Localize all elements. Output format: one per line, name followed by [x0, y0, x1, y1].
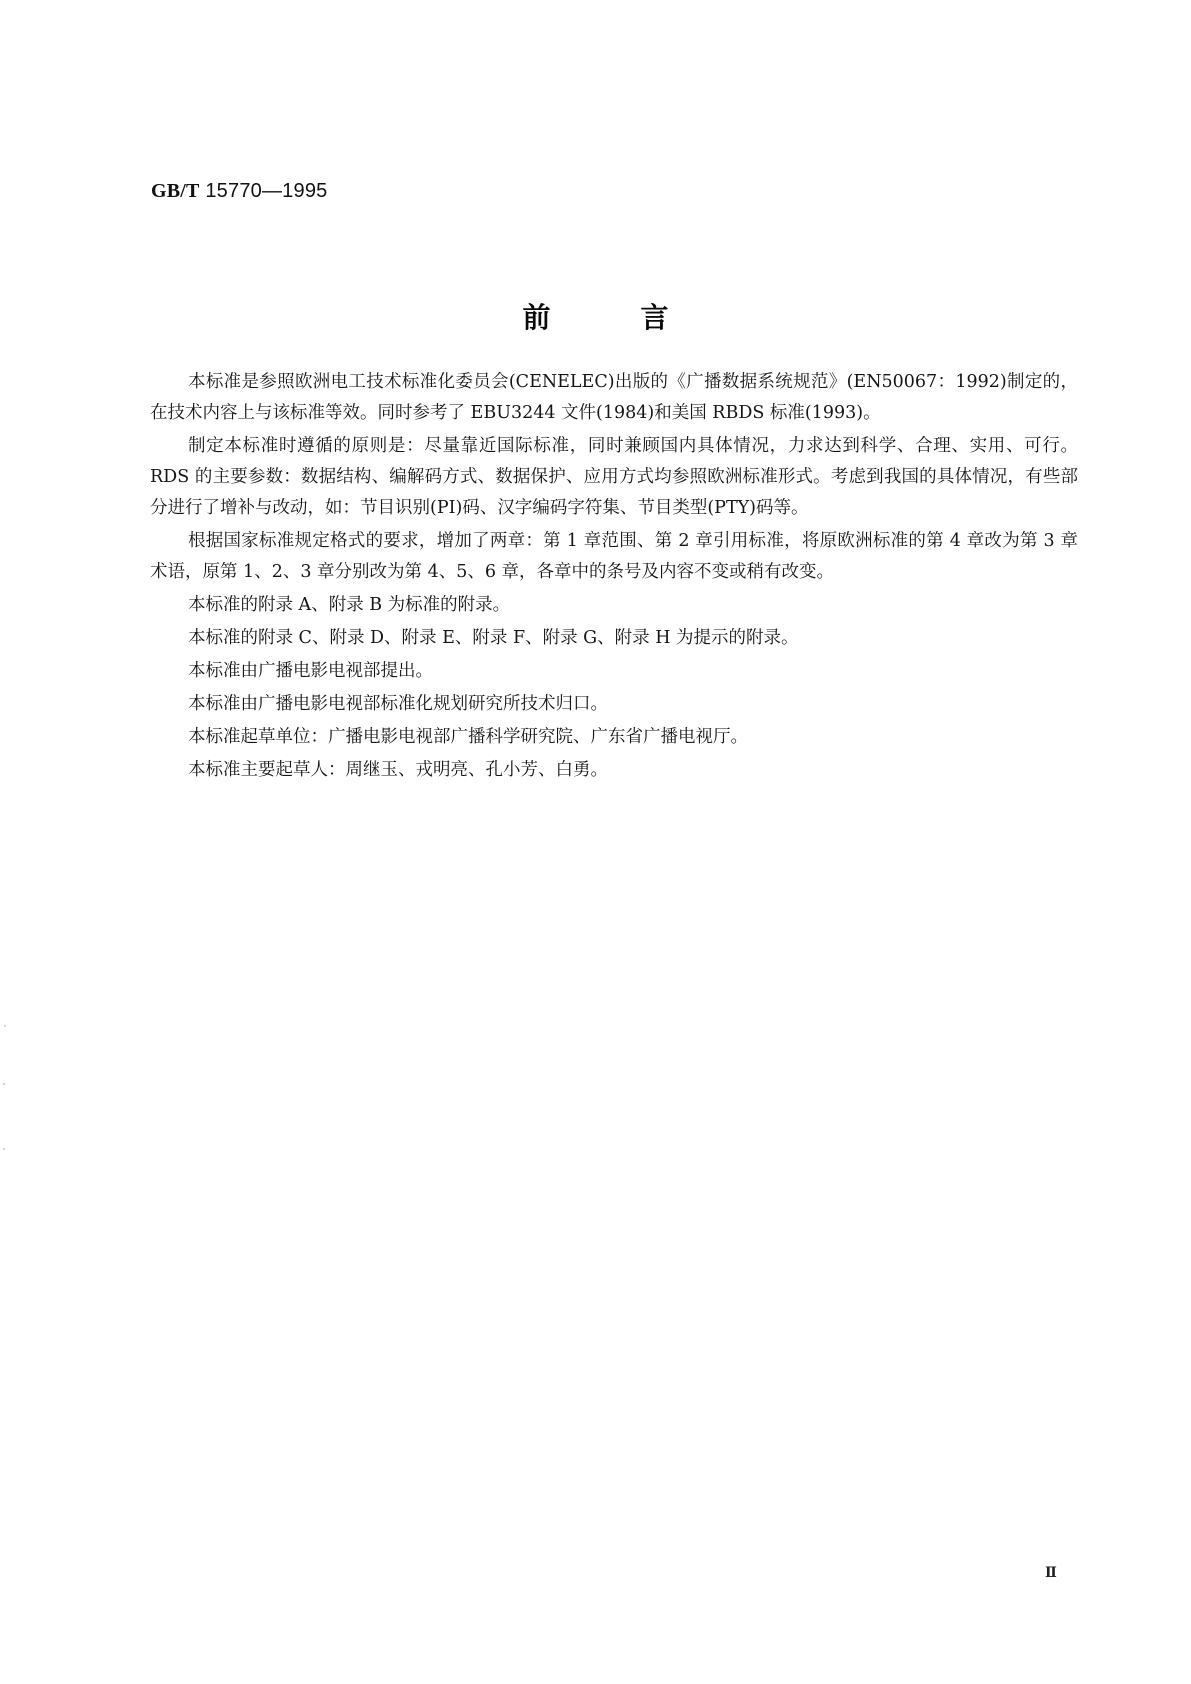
- standard-code-header: [151, 180, 327, 203]
- page-number: Ⅱ: [1045, 1566, 1057, 1581]
- scan-artifact: [3, 1083, 5, 1085]
- scan-artifact: [3, 1148, 5, 1150]
- paragraph-chapter-changes: 根据国家标准规定格式的要求，增加了两章：第 1 章范围、第 2 章引用标准，将原欧洲标准的第 4 章改为第 3 章术语，原第 1、2、3 章分别改为第 4、5、6 章，各章中的条号及内容不变或稍有改变。: [150, 531, 1078, 582]
- foreword-body: [150, 367, 1078, 788]
- paragraph-proposed-by: 本标准由广播电影电视部提出。: [188, 661, 433, 681]
- paragraph-informative-annexes: 本标准的附录 C、附录 D、附录 E、附录 F、附录 G、附录 H 为提示的附录。: [188, 628, 799, 648]
- paragraph-reference-standard: 本标准是参照欧洲电工技术标准化委员会(CENELEC)出版的《广播数据系统规范》(EN50067：1992)制定的，在技术内容上与该标准等效。同时参考了 EBU3244 文件(1984)和美国 RBDS 标准(1993)。: [150, 372, 1078, 423]
- standard-prefix: GB/T: [151, 180, 200, 202]
- paragraph-drafters: 本标准主要起草人：周继玉、戎明亮、孔小芳、白勇。: [188, 760, 608, 780]
- paragraph-technical-committee: 本标准由广播电影电视部标准化规划研究所技术归口。: [188, 694, 608, 714]
- paragraph-normative-annexes: 本标准的附录 A、附录 B 为标准的附录。: [188, 595, 511, 615]
- page-title: 前言: [522, 301, 759, 334]
- paragraph-drafting-organizations: 本标准起草单位：广播电影电视部广播科学研究院、广东省广播电视厅。: [188, 727, 748, 747]
- scan-artifact: [4, 1025, 6, 1027]
- standard-number: 15770—1995: [205, 180, 328, 202]
- paragraph-principles: 制定本标准时遵循的原则是：尽量靠近国际标准，同时兼顾国内具体情况，力求达到科学、合理、实用、可行。RDS 的主要参数：数据结构、编解码方式、数据保护、应用方式均参照欧洲标准形式。考虑到我国的具体情况，有些部分进行了增补与改动，如：节目识别(PI)码、汉字编码字符集、节目类型(PTY)码等。: [150, 436, 1078, 518]
